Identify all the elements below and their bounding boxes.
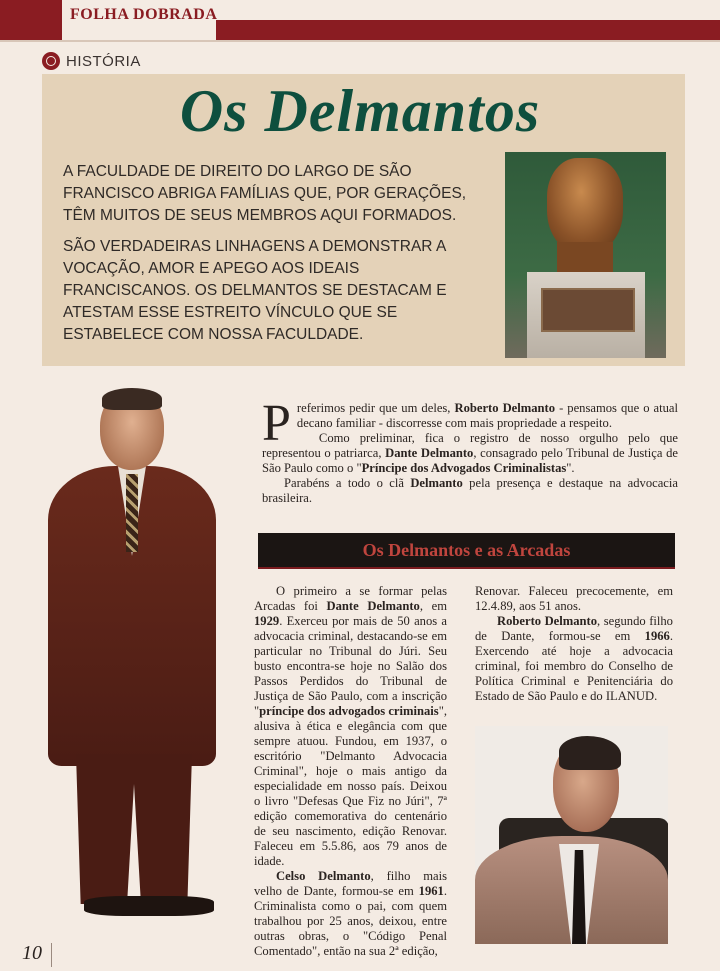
column-1-paragraph-1: O primeiro a se formar pelas Arcadas foi Dante Delmanto, em 1929. Exerceu por mais de 50 anos a advocacia criminal, destacando-se em particular no Tribunal do Júri. Seu busto encontra-se hoje no Salão dos Passos Perdidos do Tribunal de Justiça de São Paulo, com a inscrição "príncipe dos advogados criminais", alusiva à ética e elegância com que sempre atuou. Fundou, em 1937, o escritório "Delmanto Advocacia Criminal", hoje o mais antigo da especialidade em nosso país. Deixou o livro "Defesas Que Fiz no Júri", 7ª edição comemorativa do centenário de seu nascimento, edição Renovar. Faleceu em 5.5.86, aos 79 anos de idade.	[254, 584, 448, 868]
lead-paragraph-3: Parabéns a todo o clã Delmanto pela presença e destaque na advocacia brasileira.	[262, 476, 678, 505]
drop-cap: P	[262, 395, 291, 452]
section-banner-title: Os Delmantos e as Arcadas	[362, 540, 571, 560]
page-number: 10	[22, 942, 42, 964]
header-bar-left	[0, 0, 62, 40]
section-label: HISTÓRIA	[66, 52, 141, 70]
lead-paragraph-2: Como preliminar, fica o registro de nosso orgulho pelo que representou o patriarca, Dante Delmanto, consagrado pelo Tribunal de Justiça de São Paulo como o "Príncipe dos Advogados Criminalistas".	[262, 431, 678, 475]
bust-photo	[505, 152, 666, 358]
header-bar-right	[216, 20, 720, 40]
intro-paragraph-2: SÃO VERDADEIRAS LINHAGENS A DEMONSTRAR A VOCAÇÃO, AMOR E APEGO AOS IDEAIS FRANCISCANOS. OS DELMANTOS SE DESTACAM E ATESTAM ESSE ESTREITO VÍNCULO QUE SE ESTABELECE COM NOSSA FACULDADE.	[63, 238, 447, 343]
article-column-1	[254, 584, 447, 959]
section-label-row	[42, 52, 141, 70]
header-rule	[0, 40, 720, 42]
intro-paragraph-1: A FACULDADE DE DIREITO DO LARGO DE SÃO FRANCISCO ABRIGA FAMÍLIAS QUE, POR GERAÇÕES, TÊM MUITOS DE SEUS MEMBROS AQUI FORMADOS.	[63, 163, 467, 224]
article-column-2	[475, 584, 673, 704]
lead-paragraph-1: referimos pedir que um deles, Roberto Delmanto - pensamos que o atual decano familiar - discorresse com mais propriedade a respeito.	[296, 401, 678, 430]
seated-portrait-photo	[475, 726, 668, 944]
column-2-paragraph-2: Roberto Delmanto, segundo filho de Dante, formou-se em 1966. Exercendo até hoje a advocacia criminal, foi membro do Conselho de Política Criminal e Penitenciária do Estado de São Paulo e do ILANUD.	[475, 614, 673, 703]
column-2-paragraph-1: Renovar. Faleceu precocemente, em 12.4.89, aos 51 anos.	[475, 584, 673, 613]
magazine-name: FOLHA DOBRADA	[70, 6, 218, 23]
column-1-paragraph-2: Celso Delmanto, filho mais velho de Dante, formou-se em 1961. Criminalista como o pai, com quem trabalhou por 25 anos, deixou, entre outras obras, o "Código Penal Comentado", então na sua 2ª edição,	[254, 869, 447, 958]
standing-portrait-photo	[44, 384, 222, 932]
lead-text	[262, 395, 678, 506]
university-seal-icon	[42, 52, 60, 70]
page-title: Os Delmantos	[179, 78, 541, 144]
page-number-rule	[51, 943, 52, 967]
